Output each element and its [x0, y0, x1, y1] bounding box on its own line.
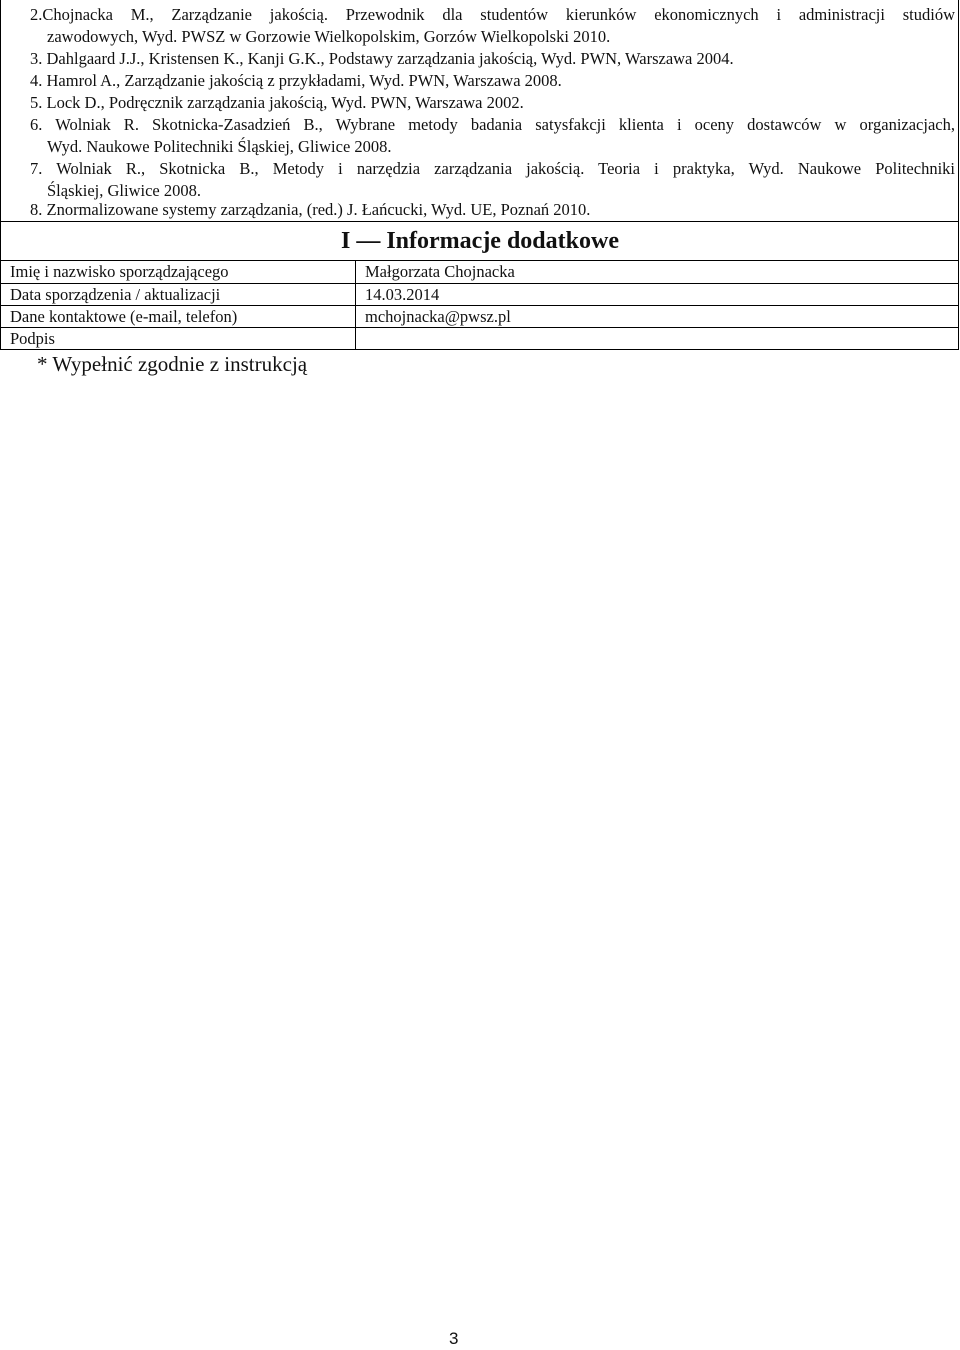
section-title: I — Informacje dodatkowe [341, 228, 619, 254]
reference-item-6-line2: Wyd. Naukowe Politechniki Śląskiej, Gliwice 2008. [47, 137, 392, 156]
reference-item-5: 5. Lock D., Podręcznik zarządzania jakością, Wyd. PWN, Warszawa 2002. [30, 93, 524, 112]
reference-item-3: 3. Dahlgaard J.J., Kristensen K., Kanji G.K., Podstawy zarządzania jakością, Wyd. PWN, Warszawa 2004. [30, 49, 734, 68]
reference-item-8: 8. Znormalizowane systemy zarządzania, (red.) J. Łańcucki, Wyd. UE, Poznań 2010. [30, 200, 591, 219]
table-row [0, 284, 959, 306]
footnote: * Wypełnić zgodnie z instrukcją [37, 352, 308, 376]
table-row [0, 306, 959, 328]
contact-value: mchojnacka@pwsz.pl [365, 307, 511, 326]
author-label: Imię i nazwisko sporządzającego [10, 262, 229, 281]
column-divider [355, 260, 356, 350]
author-value: Małgorzata Chojnacka [365, 262, 515, 281]
section-divider [0, 221, 959, 222]
reference-item-4: 4. Hamrol A., Zarządzanie jakością z przykładami, Wyd. PWN, Warszawa 2008. [30, 71, 562, 90]
contact-label: Dane kontaktowe (e-mail, telefon) [10, 307, 238, 326]
table-row [0, 261, 959, 283]
date-value: 14.03.2014 [365, 285, 440, 304]
reference-item-2-line2: zawodowych, Wyd. PWSZ w Gorzowie Wielkopolskim, Gorzów Wielkopolski 2010. [47, 27, 611, 46]
page-number: 3 [449, 1329, 459, 1348]
reference-item-7-line1: 7. Wolniak R., Skotnicka B., Metody i narzędzia zarządzania jakością. Teoria i praktyka, Wyd. Naukowe Politechniki [30, 159, 955, 178]
table-row [0, 328, 959, 350]
signature-value [355, 328, 365, 350]
reference-item-2-line1: 2.Chojnacka M., Zarządzanie jakością. Przewodnik dla studentów kierunków ekonomicznych i administracji studiów [30, 5, 955, 24]
date-label: Data sporządzenia / aktualizacji [10, 285, 221, 304]
reference-item-7-line2: Śląskiej, Gliwice 2008. [47, 181, 201, 200]
signature-label: Podpis [10, 329, 55, 348]
reference-item-6-line1: 6. Wolniak R. Skotnicka-Zasadzień B., Wybrane metody badania satysfakcji klienta i oceny dostawców w organizacjach, [30, 115, 955, 134]
